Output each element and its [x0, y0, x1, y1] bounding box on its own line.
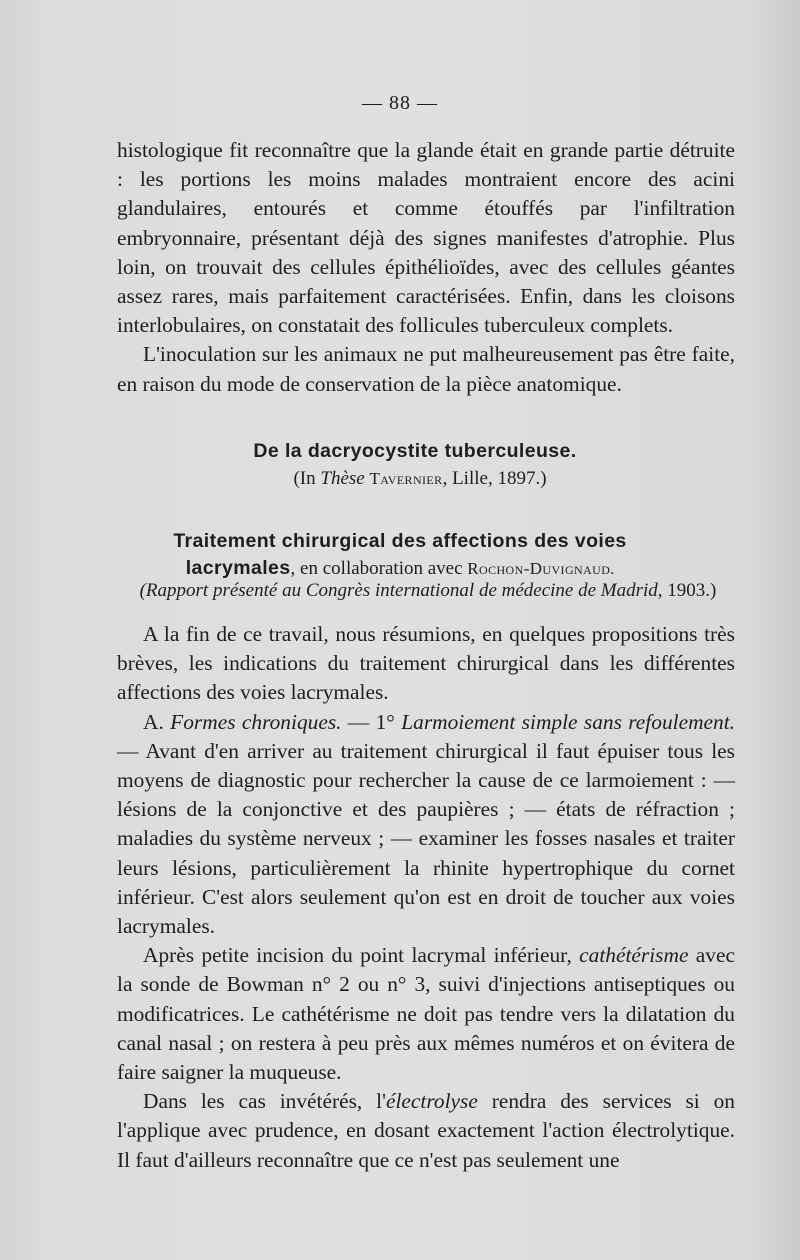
- paragraph-electrolyse: [117, 1087, 735, 1175]
- traitement-title-lacrymales: lacrymales: [185, 557, 291, 579]
- paragraph-summary: A la fin de ce travail, nous résumions, en quelques propositions très brèves, les indications du traitement chirurgical dans les différentes affections des voies lacrymales.: [117, 622, 735, 705]
- formes-label: A.: [143, 709, 171, 734]
- formes-chroniques: Formes chroniques.: [170, 709, 342, 734]
- traitement-title-line2: [0, 555, 800, 583]
- source-these: Thèse: [320, 468, 365, 489]
- larmoiement-text: — Avant d'en arriver au traitement chirurgical il faut épuiser tous les moyens de diagnostic pour rechercher la cause de ce larmoiement : — lésions de la conjonctive et des paupières ; — états de réfraction ; maladies du système nerveux ; — examiner les fosses nasales et traiter leurs lésions, particulièrement la rhinite hypertrophique du cornet inférieur. C'est alors seulement qu'on est en droit de toucher aux voies lacrymales.: [117, 738, 735, 939]
- traitement-title-line1: Traitement chirurgical des affections des voies: [173, 530, 627, 552]
- source-open: (In: [293, 468, 321, 489]
- paragraph-formes-chroniques: [117, 708, 735, 942]
- traitement-title-with: , en collaboration avec: [290, 558, 468, 579]
- rapport-year: , 1903.): [657, 580, 717, 601]
- incision-start: Après petite incision du point lacrymal inférieur,: [143, 943, 580, 968]
- catheterisme-term: cathétérisme: [579, 943, 689, 968]
- paragraph-incision: [117, 941, 735, 1087]
- text-block-top: [117, 136, 735, 399]
- section-source-dacryocystite: [0, 468, 800, 490]
- source-close: , Lille, 1897.): [442, 468, 547, 489]
- rapport-text: (Rapport présenté au Congrès international de médecine de Madrid: [139, 580, 658, 601]
- paragraph-inoculation: L'inoculation sur les animaux ne put malheureusement pas être faite, en raison du mode de conservation de la pièce anatomique.: [117, 342, 735, 396]
- formes-dash: — 1°: [341, 709, 402, 734]
- traitement-title-end: .: [610, 561, 615, 578]
- larmoiement-heading: Larmoiement simple sans refoulement.: [401, 709, 736, 734]
- traitement-collaborator: Rochon-Duvignaud: [467, 559, 611, 578]
- section-source-rapport: [0, 580, 800, 602]
- section-title-traitement: [0, 528, 800, 583]
- page-number: — 88 —: [362, 92, 438, 114]
- source-author: Tavernier: [369, 469, 443, 488]
- electrolyse-term: électrolyse: [385, 1089, 478, 1114]
- incision-rest: avec la sonde de Bowman n° 2 ou n° 3, suivi d'injections antiseptiques ou modificatrices. Le cathétérisme ne doit pas tendre vers la dilatation du canal nasal ; on restera à peu près aux mêmes numéros et on évitera de faire saigner la muqueuse.: [117, 943, 735, 1085]
- electrolyse-rest: rendra des services si on l'applique avec prudence, en dosant exactement l'action électrolytique. Il faut d'ailleurs reconnaître que ce n'est pas seulement une: [117, 1089, 735, 1172]
- text-block-bottom: [117, 620, 735, 1175]
- section-title-dacryocystite: De la dacryocystite tuberculeuse.: [253, 440, 577, 462]
- paragraph-histologique: histologique fit reconnaître que la glande était en grande partie détruite : les portions les moins malades montraient encore des acini glandulaires, entourés et comme étouffés par l'infiltration embryonnaire, présentant déjà des signes manifestes d'atrophie. Plus loin, on trouvait des cellules épithélioïdes, avec des cellules géantes assez rares, mais parfaitement caractérisées. Enfin, dans les cloisons interlobulaires, on constatait des follicules tuberculeux complets.: [117, 138, 735, 338]
- electrolyse-start: Dans les cas invétérés, l': [143, 1089, 386, 1114]
